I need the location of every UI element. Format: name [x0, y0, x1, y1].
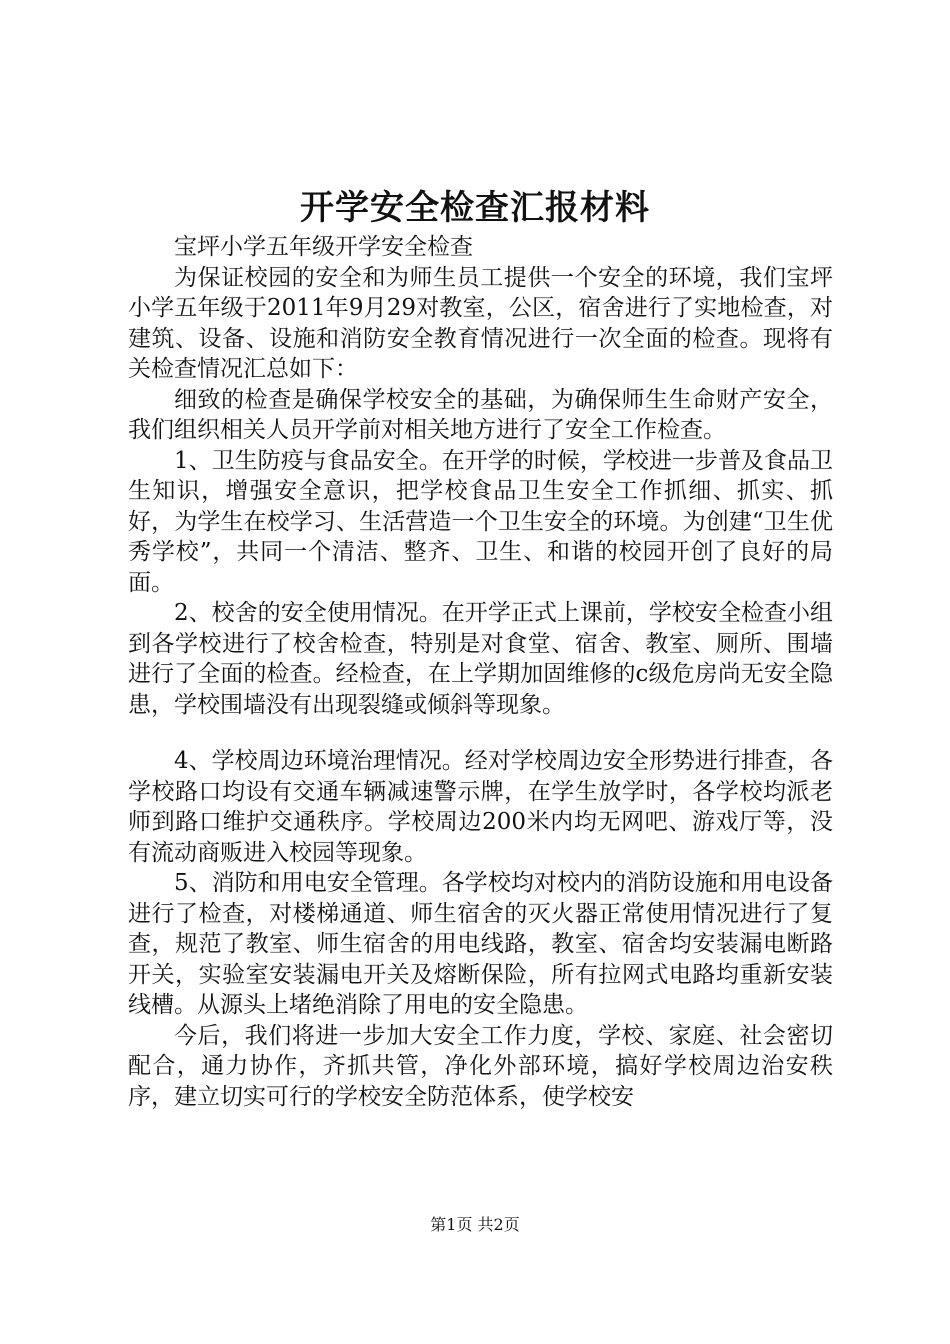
paragraph-conclusion: 今后，我们将进一步加大安全工作力度，学校、家庭、社会密切配合，通力协作，齐抓共管，净化外部环境，搞好学校周边治安秩序，建立切实可行的学校安全防范体系，使学校安 [128, 1022, 833, 1110]
paragraph-item-4: 4、学校周边环境治理情况。经对学校周边安全形势进行排查，各学校路口均设有交通车辆减速警示牌，在学生放学时，各学校均派老师到路口维护交通秩序。学校周边200米内均无网吧、游戏厅等，没有流动商贩进入校园等现象。 [128, 748, 833, 866]
paragraph-item-2: 2、校舍的安全使用情况。在开学正式上课前，学校安全检查小组到各学校进行了校舍检查，特别是对食堂、宿舍、教室、厕所、围墙进行了全面的检查。经检查，在上学期加固维修的c级危房尚无安全隐患，学校围墙没有出现裂缝或倾斜等现象。 [128, 600, 833, 718]
paragraph-intro: 为保证校园的安全和为师生员工提供一个安全的环境，我们宝坪小学五年级于2011年9月29对教室，公区，宿舍进行了实地检查，对建筑、设备、设施和消防安全教育情况进行一次全面的检查。现将有关检查情况汇总如下： [128, 264, 833, 382]
document-body [128, 232, 833, 1112]
document-title: 开学安全检查汇报材料 [300, 188, 650, 228]
paragraph-item-5: 5、消防和用电安全管理。各学校均对校内的消防设施和用电设备进行了检查，对楼梯通道、师生宿舍的灭火器正常使用情况进行了复查，规范了教室、师生宿舍的用电线路，教室、宿舍均安装漏电断路开关，实验室安装漏电开关及熔断保险，所有拉网式电路均重新安装线槽。从源头上堵绝消除了用电的安全隐患。 [128, 870, 833, 1018]
page-number-footer: 第1页 共2页 [430, 1215, 520, 1234]
paragraph-basis: 细致的检查是确保学校安全的基础，为确保师生生命财产安全，我们组织相关人员开学前对相关地方进行了安全工作检查。 [128, 386, 833, 443]
paragraph-item-1: 1、卫生防疫与食品安全。在开学的时候，学校进一步普及食品卫生知识，增强安全意识，把学校食品卫生安全工作抓细、抓实、抓好，为学生在校学习、生活营造一个卫生安全的环境。为创建“卫生优秀学校”，共同一个清洁、整齐、卫生、和谐的校园开创了良好的局面。 [128, 447, 833, 596]
paragraph-subtitle: 宝坪小学五年级开学安全检查 [174, 234, 473, 260]
